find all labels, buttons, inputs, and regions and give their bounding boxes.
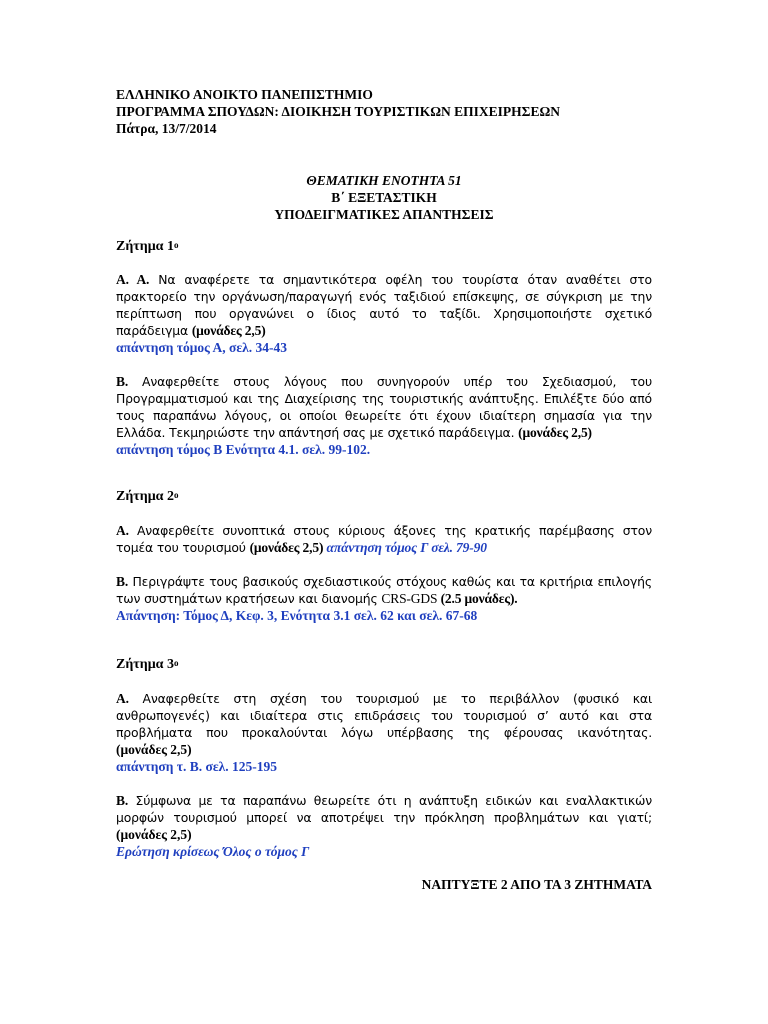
question-1-heading: Ζήτημα $1^o$ xyxy=(116,239,179,254)
q3-a-answer-ref: απάντηση τ. Β. σελ. 125-195 xyxy=(116,759,277,774)
q3-b-points: (μονάδες 2,5) xyxy=(116,827,192,842)
q2-b-line-2: των συστημάτων κρατήσεων και διανομής CRS-GDS (2.5 μονάδες). xyxy=(116,591,518,606)
q1-b-line-1: Β. Αναφερθείτε στους λόγους που συνηγορούν υπέρ του Σχεδιασμού, του xyxy=(116,374,652,389)
q2-a-line-1: Α. Αναφερθείτε συνοπτικά στους κύριους άξονες της κρατικής παρέμβασης στον xyxy=(116,523,652,538)
q3-b-line-1: Β. Σύμφωνα με τα παραπάνω θεωρείτε ότι η ανάπτυξη ειδικών και εναλλακτικών xyxy=(116,793,652,808)
q3-b-line-2: μορφών τουρισμού μπορεί να αποτρέψει την πρόκληση προβλημάτων και γιατί; xyxy=(116,810,652,825)
q1-a-line-1: Α. Α. Να αναφέρετε τα σημαντικότερα οφέλη του τουρίστα όταν αναθέτει στο xyxy=(116,272,652,287)
q1-a-line-3: περίπτωση που οργανώνει ο ίδιος αυτό το ταξίδι. Χρησιμοποιήστε σχετικό xyxy=(116,306,652,321)
q1-a-line-2: πρακτορείο την οργάνωση/παραγωγή ενός ταξιδιού επίσκεψης, σε σύγκριση με την xyxy=(116,289,652,304)
q1-b-answer-ref: απάντηση τόμος Β Ενότητα 4.1. σελ. 99-102. xyxy=(116,442,371,457)
q2-b-line-1: Β. Περιγράψτε τους βασικούς σχεδιαστικούς στόχους καθώς και τα κριτήρια επιλογής xyxy=(116,574,652,589)
program-name: ΠΡΟΓΡΑΜΜΑ ΣΠΟΥΔΩΝ: ΔΙΟΙΚΗΣΗ ΤΟΥΡΙΣΤΙΚΩΝ ΕΠΙΧΕΙΡΗΣΕΩΝ xyxy=(116,104,561,119)
exam-period: Β΄ ΕΞΕΤΑΣΤΙΚΗ xyxy=(331,190,437,205)
q3-a-line-3: προβλήματα που προκαλούνται λόγω υπέρβασης της φέρουσας ικανότητας. xyxy=(116,725,652,740)
q1-a-line-4: παράδειγμα (μονάδες 2,5) xyxy=(116,323,266,338)
q1-b-line-4: Ελλάδα. Τεκμηριώστε την απάντησή σας με σχετικό παράδειγμα. (μονάδες 2,5) xyxy=(116,425,592,440)
q3-a-line-2: ανθρωπογενές) και ιδιαίτερα στις επιδράσεις του τουρισμού σ’ αυτό και στα xyxy=(116,708,652,723)
question-3-heading: Ζήτημα $3^o$ xyxy=(116,657,179,672)
q3-a-points: (μονάδες 2,5) xyxy=(116,742,192,757)
university-name: ΕΛΛΗΝΙΚΟ ΑΝΟΙΚΤΟ ΠΑΝΕΠΙΣΤΗΜΙΟ xyxy=(116,87,373,102)
thematic-unit: ΘΕΜΑΤΙΚΗ ΕΝΟΤΗΤΑ 51 xyxy=(306,173,462,188)
q3-a-line-1: Α. Αναφερθείτε στη σχέση του τουρισμού με το περιβάλλον (φυσικό και xyxy=(116,691,652,706)
q1-b-line-3: τους παραπάνω λόγους, οι οποίοι θεωρείτε ότι έχουν ιδιαίτερη σημασία για την xyxy=(116,408,652,423)
answer-instruction: ΝΑΠΤΥΞΤΕ 2 ΑΠΟ ΤΑ 3 ΖΗΤΗΜΑΤΑ xyxy=(421,877,652,892)
q1-b-line-2: Προγραμματισμού και της Διαχείρισης της τουριστικής ανάπτυξης. Επιλέξτε δύο από xyxy=(116,391,652,406)
q2-b-answer-ref: Απάντηση: Τόμος Δ, Κεφ. 3, Ενότητα 3.1 σελ. 62 και σελ. 67-68 xyxy=(116,608,478,623)
question-2-heading: Ζήτημα $2^o$ xyxy=(116,489,179,504)
q2-a-line-2: τομέα του τουρισμού (μονάδες 2,5) απάντηση τόμος Γ σελ. 79-90 xyxy=(116,540,487,555)
q1-a-answer-ref: απάντηση τόμος Α, σελ. 34-43 xyxy=(116,340,287,355)
place-date: Πάτρα, 13/7/2014 xyxy=(116,121,217,136)
model-answers-title: ΥΠΟΔΕΙΓΜΑΤΙΚΕΣ ΑΠΑΝΤΗΣΕΙΣ xyxy=(274,207,494,222)
q3-b-answer-ref: Ερώτηση κρίσεως Όλος ο τόμος Γ xyxy=(116,844,310,859)
